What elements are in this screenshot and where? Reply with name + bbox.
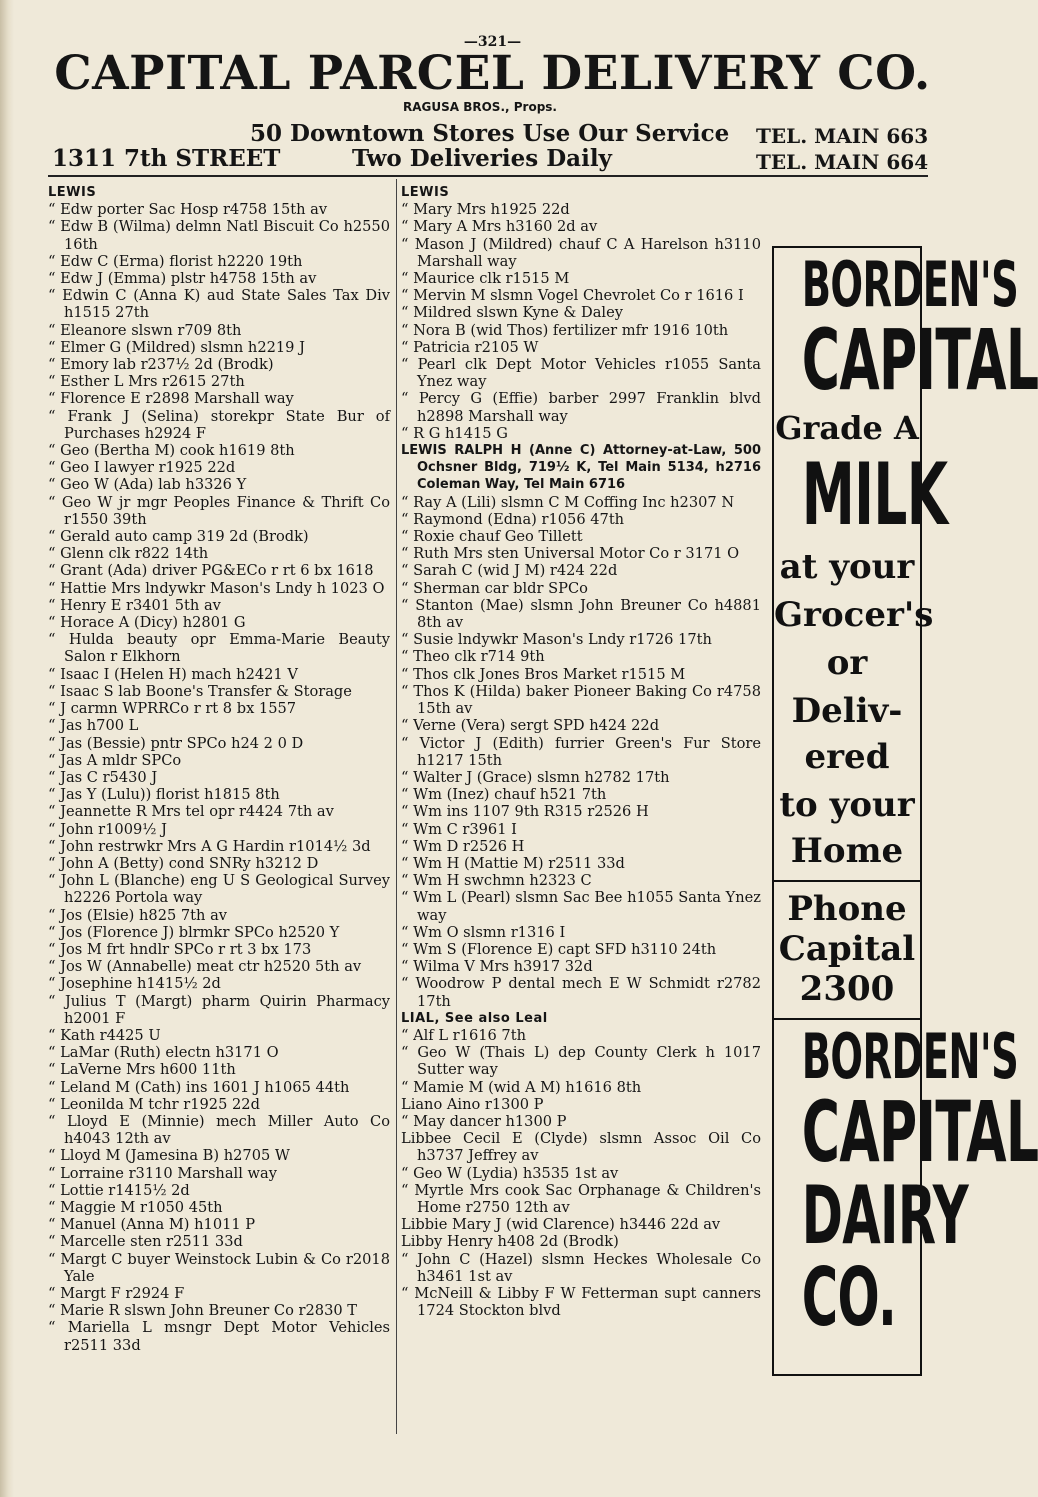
list-item: “ Geo W jr mgr Peoples Finance & Thrift Co r1550 39th	[48, 493, 390, 528]
ad-capital: CAPITAL	[801, 311, 1038, 409]
list-item: “ Marcelle sten r2511 33d	[48, 1233, 243, 1251]
header-rule	[48, 175, 928, 177]
list-item: “ Emory lab r237½ 2d (Brodk)	[48, 356, 274, 374]
list-item: “ Kath r4425 U	[48, 1026, 161, 1044]
list-item: “ John C (Hazel) slsmn Heckes Wholesale Co h3461 1st av	[401, 1250, 761, 1285]
ad-at-your: at your	[779, 547, 915, 587]
list-item: “ Manuel (Anna M) h1011 P	[48, 1216, 256, 1234]
list-item: “ Edw porter Sac Hosp r4758 15th av	[48, 201, 328, 219]
list-item: Liano Aino r1300 P	[401, 1095, 544, 1113]
list-item: “ Gerald auto camp 319 2d (Brodk)	[48, 528, 309, 546]
left-column	[48, 184, 390, 1354]
list-item: “ Jas (Bessie) pntr SPCo h24 2 0 D	[48, 734, 304, 752]
list-item: “ Lloyd M (Jamesina B) h2705 W	[48, 1147, 290, 1165]
featured-listing: LEWIS RALPH H (Anne C) Attorney-at-Law, 500 Ochsner Bldg, 719½ K, Tel Main 5134, h2716 Coleman Way, Tel Main 6716	[401, 443, 761, 493]
list-item: “ Wilma V Mrs h3917 32d	[401, 958, 593, 976]
list-item: “ Wm C r3961 I	[401, 820, 517, 838]
list-item: “ R G h1415 G	[401, 424, 508, 442]
list-item: “ J carmn WPRRCo r rt 8 bx 1557	[48, 700, 297, 718]
list-item: “ Theo clk r714 9th	[401, 648, 545, 666]
list-item: “ Hattie Mrs lndywkr Mason's Lndy h 1023 O	[48, 579, 385, 597]
list-item: “ Elmer G (Mildred) slsmn h2219 J	[48, 338, 305, 356]
list-item: “ Esther L Mrs r2615 27th	[48, 373, 245, 391]
list-item: “ Wm D r2526 H	[401, 837, 525, 855]
list-item: “ Margt C buyer Weinstock Lubin & Co r2018 Yale	[48, 1250, 390, 1285]
list-item: “ Lottie r1415½ 2d	[48, 1181, 190, 1199]
list-item: “ Wm O slsmn r1316 I	[401, 923, 566, 941]
ad-brand: BORDEN'S	[801, 248, 1019, 321]
list-item: “ Marie R slswn John Breuner Co r2830 T	[48, 1302, 358, 1320]
right-column	[401, 184, 761, 1319]
ad-dairy: DAIRY	[801, 1169, 969, 1262]
list-item: “ Margt F r2924 F	[48, 1285, 185, 1302]
list-item: “ May dancer h1300 P	[401, 1112, 567, 1130]
list-item: “ Lorraine r3110 Marshall way	[48, 1164, 277, 1182]
ad-deliv: Deliv-	[791, 691, 903, 731]
list-item: “ Stanton (Mae) slsmn John Breuner Co h4881 8th av	[401, 596, 761, 632]
section-heading: LEWIS	[401, 185, 450, 200]
list-item: “ Julius T (Margt) pharm Quirin Pharmacy h2001 F	[48, 992, 390, 1027]
ad-capital-bottom: CAPITAL	[801, 1083, 1038, 1181]
list-item: “ Edwin C (Anna K) aud State Sales Tax Div h1515 27th	[48, 287, 390, 322]
page-edge	[0, 0, 14, 1497]
list-item: “ LaMar (Ruth) electn h3171 O	[48, 1044, 279, 1062]
list-item: “ Mamie M (wid A M) h1616 8th	[401, 1078, 642, 1096]
list-item: “ Mervin M slsmn Vogel Chevrolet Co r 1616 I	[401, 287, 744, 305]
list-item: “ Isaac I (Helen H) mach h2421 V	[48, 665, 298, 683]
directory-list	[401, 1027, 761, 1319]
slogan-deliveries: Two Deliveries Daily	[352, 145, 612, 172]
borden-advertisement	[772, 246, 1038, 1376]
list-item: “ Mary A Mrs h3160 2d av	[401, 218, 598, 236]
section-heading: LIAL, See also Leal	[401, 1010, 548, 1026]
ad-ered: ered	[804, 737, 890, 777]
list-item: “ Jas h700 L	[48, 717, 139, 735]
list-item: “ Woodrow P dental mech E W Schmidt r2782 17th	[401, 975, 761, 1010]
list-item: “ Maggie M r1050 45th	[48, 1198, 223, 1216]
list-item: “ Lloyd E (Minnie) mech Miller Auto Co h4043 12th av	[48, 1112, 390, 1148]
list-item: “ Geo (Bertha M) cook h1619 8th	[48, 442, 295, 460]
ad-divider	[774, 880, 920, 882]
list-item: “ Ray A (Lili) slsmn C M Coffing Inc h2307 N	[401, 493, 735, 511]
ad-home: Home	[790, 831, 904, 871]
list-item: “ Jos W (Annabelle) meat ctr h2520 5th av	[48, 958, 362, 976]
list-item: “ Jas A mldr SPCo	[48, 751, 182, 769]
list-item: Libby Henry h408 2d (Brodk)	[401, 1233, 619, 1251]
ad-to-your: to your	[779, 785, 915, 825]
ad-or: or	[826, 643, 868, 683]
list-item: “ Horace A (Dicy) h2801 G	[48, 614, 246, 632]
ad-brand-bottom: BORDEN'S	[801, 1020, 1019, 1093]
list-item: “ Geo I lawyer r1925 22d	[48, 459, 236, 477]
list-item: “ Thos clk Jones Bros Market r1515 M	[401, 665, 686, 683]
list-item: “ Wm S (Florence E) capt SFD h3110 24th	[401, 940, 717, 958]
directory-list	[48, 201, 390, 1354]
list-item: “ Mason J (Mildred) chauf C A Harelson h3110 Marshall way	[401, 235, 761, 270]
ad-grocers: Grocer's	[774, 595, 934, 635]
list-item: “ Maurice clk r1515 M	[401, 270, 570, 288]
list-item: “ Verne (Vera) sergt SPD h424 22d	[401, 717, 660, 735]
ad-grade: Grade A	[775, 409, 919, 447]
list-item: “ Frank J (Selina) storekpr State Bur of Purchases h2924 F	[48, 407, 390, 442]
list-item: “ Edw B (Wilma) delmn Natl Biscuit Co h2550 16th	[48, 218, 390, 253]
list-item: “ John A (Betty) cond SNRy h3212 D	[48, 854, 319, 872]
telephone-1: TEL. MAIN 663	[756, 124, 929, 148]
list-item: “ Wm H swchmn h2323 C	[401, 872, 592, 890]
ad-phone-number: 2300	[799, 969, 895, 1009]
list-item: “ Glenn clk r822 14th	[48, 545, 209, 563]
list-item: Libbee Cecil E (Clyde) slsmn Assoc Oil Co h3737 Jeffrey av	[401, 1130, 761, 1165]
list-item: “ Walter J (Grace) slsmn h2782 17th	[401, 768, 670, 786]
directory-list	[401, 201, 761, 442]
list-item: “ Geo W (Ada) lab h3326 Y	[48, 476, 247, 494]
column-divider	[396, 179, 397, 1434]
list-item: “ Henry E r3401 5th av	[48, 596, 221, 614]
telephone-2: TEL. MAIN 664	[756, 150, 929, 174]
list-item: “ Mary Mrs h1925 22d	[401, 201, 570, 219]
list-item: “ Jeannette R Mrs tel opr r4424 7th av	[48, 803, 334, 821]
list-item: “ Edw J (Emma) plstr h4758 15th av	[48, 270, 317, 288]
list-item: “ Raymond (Edna) r1056 47th	[401, 510, 625, 528]
list-item: “ Jos M frt hndlr SPCo r rt 3 bx 173	[48, 940, 312, 958]
list-item: “ Mildred slswn Kyne & Daley	[401, 304, 623, 322]
proprietors: RAGUSA BROS., Props.	[402, 100, 557, 114]
list-item: “ Alf L r1616 7th	[401, 1026, 526, 1044]
list-item: “ LaVerne Mrs h600 11th	[48, 1061, 236, 1079]
list-item: “ Wm L (Pearl) slsmn Sac Bee h1055 Santa Ynez way	[401, 889, 761, 924]
ad-phone-label: Phone	[787, 889, 907, 929]
list-item: “ Florence E r2898 Marshall way	[48, 390, 294, 408]
section-heading: LEWIS	[48, 185, 97, 200]
list-item: “ Edw C (Erma) florist h2220 19th	[48, 252, 303, 270]
list-item: “ Jos (Florence J) blrmkr SPCo h2520 Y	[48, 923, 340, 941]
ad-milk: MILK	[801, 445, 948, 545]
list-item: “ Susie lndywkr Mason's Lndy r1726 17th	[401, 631, 712, 649]
slogan-service: 50 Downtown Stores Use Our Service	[250, 120, 730, 147]
list-item: “ Sarah C (wid J M) r424 22d	[401, 562, 618, 580]
list-item: “ Geo W (Thais L) dep County Clerk h 1017 Sutter way	[401, 1044, 761, 1079]
list-item: “ Victor J (Edith) furrier Green's Fur Store h1217 15th	[401, 734, 761, 769]
list-item: “ John restrwkr Mrs A G Hardin r1014½ 3d	[48, 837, 371, 855]
ad-phone-exchange: Capital	[778, 929, 916, 969]
list-item: “ Wm H (Mattie M) r2511 33d	[401, 854, 625, 872]
list-item: “ Sherman car bldr SPCo	[401, 579, 588, 597]
list-item: “ Josephine h1415½ 2d	[48, 975, 221, 993]
street-address: 1311 7th STREET	[52, 145, 281, 172]
list-item: “ John L (Blanche) eng U S Geological Survey h2226 Portola way	[48, 872, 390, 907]
list-item: “ Myrtle Mrs cook Sac Orphanage & Children's Home r2750 12th av	[401, 1181, 761, 1216]
list-item: “ Isaac S lab Boone's Transfer & Storage	[48, 682, 352, 700]
list-item: “ Jas Y (Lulu)) florist h1815 8th	[48, 786, 280, 804]
list-item: “ Leland M (Cath) ins 1601 J h1065 44th	[48, 1078, 350, 1096]
list-item: “ Grant (Ada) driver PG&ECo r rt 6 bx 1618	[48, 562, 374, 580]
list-item: “ Percy G (Effie) barber 2997 Franklin blvd h2898 Marshall way	[401, 390, 761, 425]
list-item: “ Geo W (Lydia) h3535 1st av	[401, 1164, 619, 1182]
list-item: “ Ruth Mrs sten Universal Motor Co r 3171 O	[401, 545, 740, 563]
list-item: “ Pearl clk Dept Motor Vehicles r1055 Santa Ynez way	[401, 356, 761, 391]
directory-list	[401, 494, 761, 1010]
list-item: Libbie Mary J (wid Clarence) h3446 22d av	[401, 1216, 721, 1234]
list-item: “ Roxie chauf Geo Tillett	[401, 528, 583, 546]
list-item: “ McNeill & Libby F W Fetterman supt canners 1724 Stockton blvd	[401, 1285, 761, 1320]
list-item: “ Eleanore slswn r709 8th	[48, 321, 242, 339]
list-item: “ Thos K (Hilda) baker Pioneer Baking Co r4758 15th av	[401, 682, 761, 718]
list-item: “ Wm (Inez) chauf h521 7th	[401, 786, 607, 804]
list-item: “ Nora B (wid Thos) fertilizer mfr 1916 10th	[401, 321, 729, 339]
page-title: CAPITAL PARCEL DELIVERY CO.	[54, 46, 931, 101]
ad-co: CO.	[801, 1251, 897, 1344]
list-item: “ John r1009½ J	[48, 820, 167, 838]
list-item: “ Jos (Elsie) h825 7th av	[48, 906, 228, 924]
list-item: “ Jas C r5430 J	[48, 768, 158, 786]
page-number: —321—	[463, 34, 522, 50]
list-item: “ Patricia r2105 W	[401, 338, 539, 356]
list-item: “ Mariella L msngr Dept Motor Vehicles r2511 33d	[48, 1319, 390, 1354]
list-item: “ Wm ins 1107 9th R315 r2526 H	[401, 803, 649, 821]
list-item: “ Hulda beauty opr Emma-Marie Beauty Salon r Elkhorn	[48, 631, 390, 666]
list-item: “ Leonilda M tchr r1925 22d	[48, 1095, 260, 1113]
